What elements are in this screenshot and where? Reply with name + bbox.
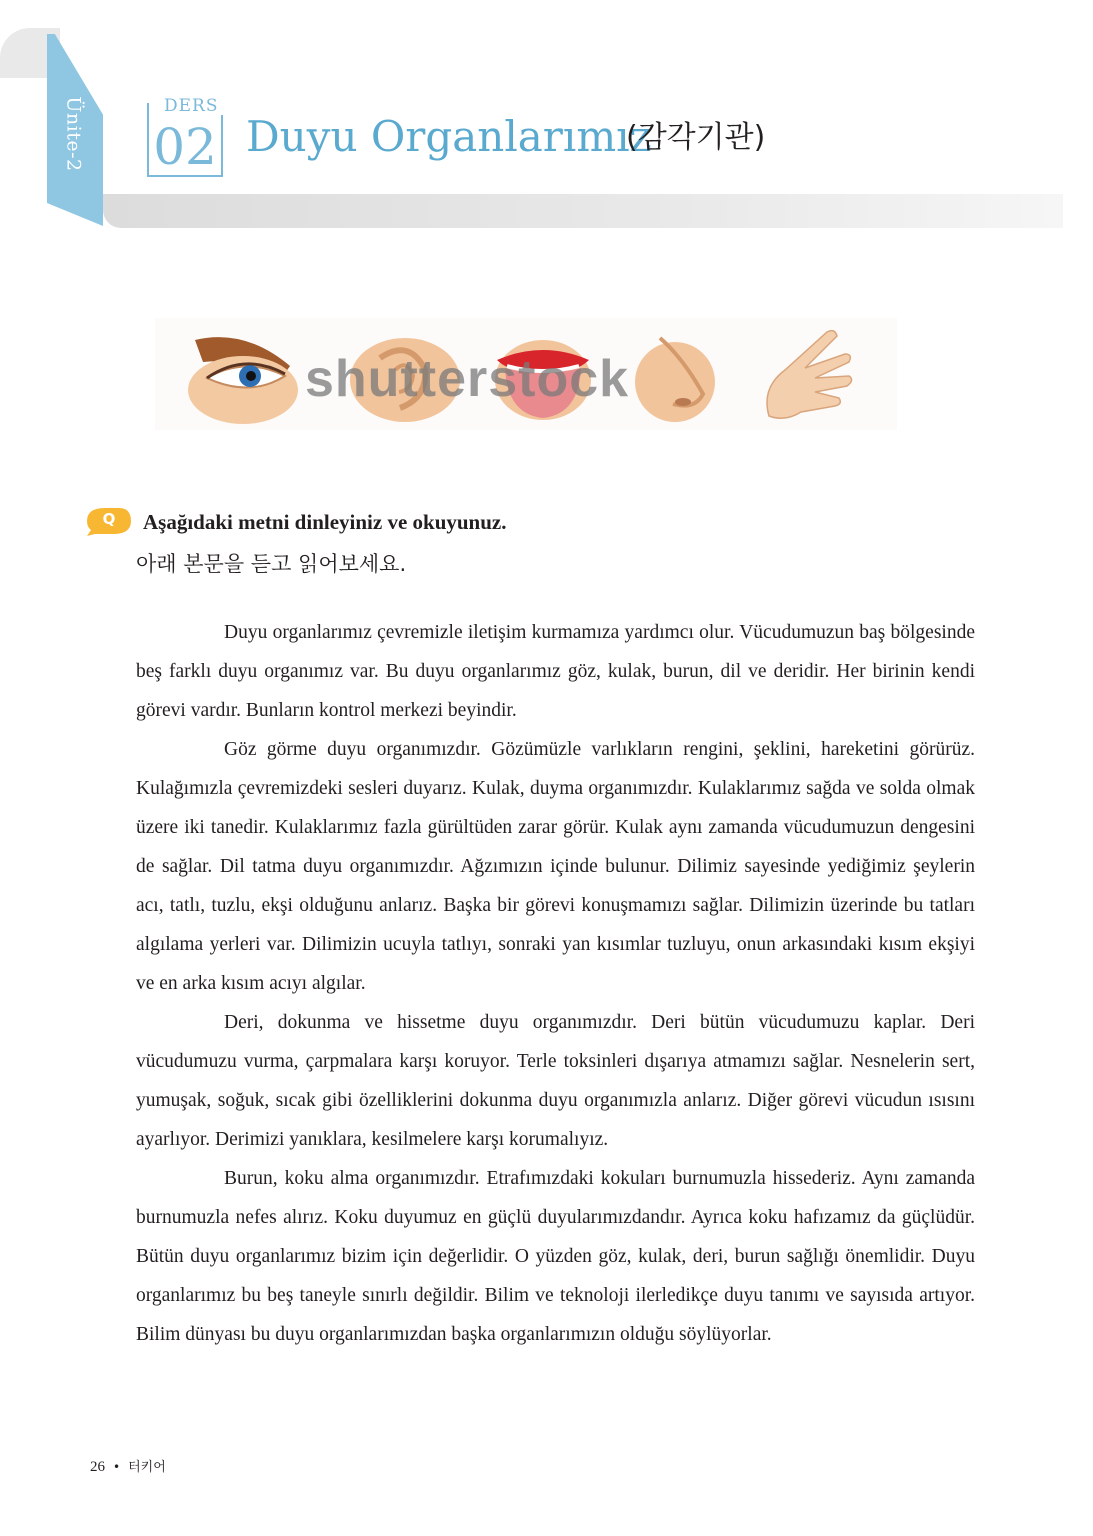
paragraph: Göz görme duyu organımızdır. Gözümüzle varlıkların rengini, şeklini, hareketini görürüz. Kulağımızla çevremizdeki sesleri duyarız. Kulak, duyma organımızdır. Kulaklarımız sağda ve solda olmak üzere iki tanedir. Kulaklarımız fazla gürültüden zarar görür. Kulak aynı zamanda vücudumuzun dengesini de sağlar. Dil tatma duyu organımızdır. Ağzımızın içinde bulunur. Dilimiz sayesinde yediğimiz şeylerin acı, tatlı, tuzlu, ekşi olduğunu anlarız. Başka bir görevi konuşmamızı sağlar. Dilimizin üzerinde bu tatları algılama yerleri var. Dilimizin ucuyla tatlıyı, sonraki yan kısımlar tuzluyu, onun arkasındaki kısım ekşiyi ve en arka kısım acıyı algılar. [136,739,975,994]
instruction: Aşağıdaki metni dinleyiniz ve okuyunuz. [143,510,507,534]
question-badge-letter: Q [102,510,116,528]
hand-icon [767,331,852,419]
nose-icon [635,338,715,422]
page-title-korean: (감각기관) [626,120,766,155]
book-title: 터키어 [128,1460,166,1475]
page-footer [90,1457,166,1478]
separator-dot: • [113,1460,121,1474]
page-number: 26 [90,1459,105,1475]
instruction-korean: 아래 본문을 듣고 읽어보세요. [136,552,407,576]
paragraph: Burun, koku alma organımızdır. Etrafımızdaki kokuları burnumuzla hissederiz. Aynı zamanda burnumuzla nefes alırız. Koku duyumuz en güçlü duyularımızdandır. Ayrıca koku hafızamız da güçlüdür. Bütün duyu organlarımız bizim için değerlidir. O yüzden göz, kulak, deri, burun sağlığı önemlidir. Duyu organlarımız bu beş taneyle sınırlı değildir. Bilim ve teknoloji ilerledikçe duyu tanımı ve sayısıda artıyor. Bilim dünyası bu duyu organlarımızdan başka organlarımızın olduğu söylüyorlar. [136,1168,975,1345]
lesson-number: 02 [153,118,217,176]
unit-label: Ünite-2 [63,96,85,172]
paragraph: Deri, dokunma ve hissetme duyu organımızdır. Deri bütün vücudumuzu kaplar. Deri vücudumuzu vurma, çarpmalara karşı koruyor. Terle toksinleri dışarıya atmamızı sağlar. Nesnelerin sert, yumuşak, soğuk, sıcak gibi özelliklerini dokunma duyu organımızla anlarız. Diğer görevi vücudun ısısını ayarlıyor. Derimizi yanıklara, kesilmelere karşı korumalıyız. [136,1012,975,1150]
page-title: Duyu Organlarımız [246,112,652,161]
sense-organs-illustration [155,318,897,430]
paragraph: Duyu organlarımız çevremizle iletişim kurmamıza yardımcı olur. Vücudumuzun baş bölgesinde beş farklı duyu organımız var. Bu duyu organlarımız göz, kulak, burun, dil ve deridir. Her birinin kendi görevi vardır. Bunların kontrol merkezi beyindir. [136,622,975,721]
reading-text [136,613,975,1354]
eye-icon [188,337,298,424]
header-bar [103,194,1063,228]
lesson-word: DERS [160,97,223,115]
question-badge [83,505,133,537]
watermark-text: shutterstock [305,350,630,408]
